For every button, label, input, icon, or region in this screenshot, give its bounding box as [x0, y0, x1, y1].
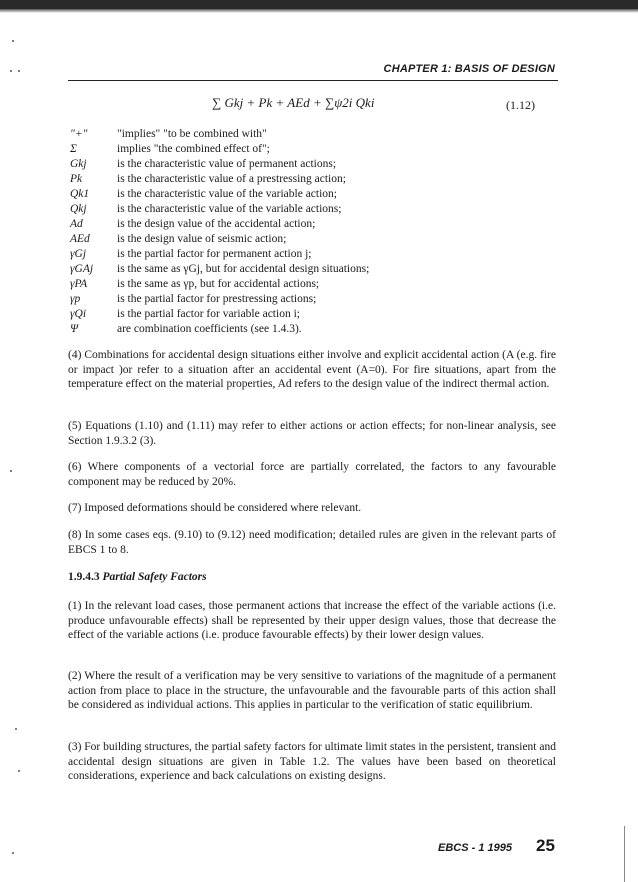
equation-1-12: ∑ Gkj + Pk + AEd + ∑ψ2i Qki [212, 95, 375, 110]
definition-symbol: Pk [70, 173, 83, 185]
paragraph-3: (3) For building structures, the partial safety factors for ultimate limit states in the persistent, transient and accidental design situations are given in Table 1.2. The values have been based on theoretical considerations, experience and back calculations on existing designs. [68, 741, 556, 783]
paragraph-6: (6) Where components of a vectorial force are partially correlated, the factors to any favourable component may be reduced by 20%. [68, 461, 556, 488]
definition-text: is the partial factor for permanent action j; [117, 248, 312, 260]
paragraph-7: (7) Imposed deformations should be considered where relevant. [68, 502, 362, 514]
scan-speck [12, 40, 14, 42]
paragraph-5: (5) Equations (1.10) and (1.11) may refer to either actions or action effects; for non-linear analysis, see Section 1.9.3.2 (3). [68, 420, 556, 447]
definition-text: "implies" "to be combined with" [117, 128, 267, 140]
definition-symbol: AEd [70, 233, 90, 245]
scan-speck [15, 728, 17, 730]
definition-text: is the characteristic value of permanent actions; [117, 158, 337, 170]
scan-speck [12, 852, 14, 854]
definition-symbol: Gkj [70, 158, 87, 170]
definition-symbol: "+" [70, 128, 88, 140]
scan-speck [10, 470, 12, 472]
definition-text: is the design value of seismic action; [117, 233, 287, 245]
paragraph-2: (2) Where the result of a verification may be very sensitive to variations of the magnitude of a permanent action from place to place in the structure, the unfavourable and the favourable parts of this action shall be considered as individual actions. This applies in particular to the verification of static equilibrium. [68, 670, 556, 712]
definition-text: is the partial factor for prestressing actions; [117, 293, 317, 305]
paragraph-1: (1) In the relevant load cases, those permanent actions that increase the effect of the variable actions (i.e. produce unfavourable effects) shall be represented by their upper design values, those that decrease the effect of the variable actions (i.e. produce favourable effects) by their lower design values. [68, 600, 556, 642]
definition-text: is the same as γp, but for accidental actions; [117, 278, 320, 290]
definition-text: is the design value of the accidental action; [117, 218, 316, 230]
section-number: 1.9.4.3 [68, 571, 100, 583]
paragraph-4: (4) Combinations for accidental design situations either involve and explicit accidental action (A (e.g. fire or impact )or refer to a situation after an accidental event (A=0). For fire situations, apart from the temperature effect on the material properties, Ad refers to the design value of the indirect thermal action. [68, 349, 556, 391]
definition-symbol: γp [70, 293, 81, 305]
section-title: Partial Safety Factors [102, 571, 207, 583]
definition-symbol: γGj [70, 248, 87, 260]
definition-symbol: γPA [70, 278, 88, 290]
definition-text: is the characteristic value of the variable actions; [117, 203, 342, 215]
scan-top-edge [0, 0, 638, 9]
page-number: 25 [536, 836, 555, 855]
chapter-header: CHAPTER 1: BASIS OF DESIGN [383, 63, 555, 75]
paragraph-8: (8) In some cases eqs. (9.10) to (9.12) need modification; detailed rules are given in the relevant parts of EBCS 1 to 8. [68, 529, 556, 556]
definition-symbol: γGAj [70, 263, 94, 275]
definition-text: implies "the combined effect of"; [117, 143, 270, 155]
header-rule [68, 80, 558, 81]
definition-text: is the same as γGj, but for accidental design situations; [117, 263, 370, 275]
scan-speck [10, 70, 12, 72]
section-heading [68, 571, 207, 583]
definition-text: is the partial factor for variable action i; [117, 308, 300, 320]
definition-text: is the characteristic value of a prestressing action; [117, 173, 346, 185]
definition-symbol: Qk1 [70, 188, 90, 200]
definition-symbol: Σ [70, 143, 77, 155]
footer-publication: EBCS - 1 1995 [438, 842, 512, 854]
scan-right-edge [624, 826, 625, 882]
definition-symbol: Ad [70, 218, 83, 230]
scan-speck [18, 770, 20, 772]
equation-number: (1.12) [506, 98, 535, 112]
definition-symbol: γQi [70, 308, 87, 320]
definition-text: are combination coefficients (see 1.4.3). [117, 323, 302, 335]
definition-symbol: Qkj [70, 203, 87, 215]
definition-text: is the characteristic value of the variable action; [117, 188, 337, 200]
scan-top-shadow [0, 9, 638, 13]
definition-symbol: Ψ [70, 323, 79, 335]
scan-speck [18, 70, 20, 72]
